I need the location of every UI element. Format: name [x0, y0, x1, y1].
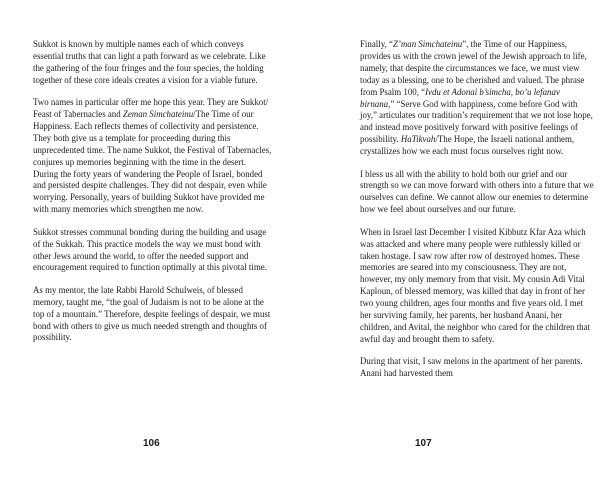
italic-text-run: Z’man Simchateinu	[392, 39, 463, 49]
text-run: Two names in particular offer me hope this year. They are Sukkot/ Feast of Tabernacles and	[33, 97, 269, 120]
left-page-text	[33, 39, 273, 355]
right-paragraph-2	[360, 169, 595, 217]
right-paragraph-4	[360, 356, 595, 380]
right-page	[300, 0, 600, 480]
text-run: ”, the Time of our Happiness, provides us with the crown jewel of the Jewish approach to life, namely, that despite the circumstances we face, we must view today as a blessing, one to be cherished and valued. The phrase from Psalm 100, “	[360, 39, 587, 97]
text-run: Sukkot stresses communal bonding during the building and usage of the Sukkah. This practice models the way we must bond with other Jews around the world, to offer the needed support and encouragement required to function optimally at this pivotal time.	[33, 226, 267, 273]
italic-text-run: Ivdu et Adonai b’simcha, bo’u lefanav birnana	[360, 86, 560, 109]
right-page-text	[360, 39, 595, 391]
right-page-number: 107	[415, 438, 432, 449]
left-paragraph-4	[33, 285, 273, 345]
text-run: ,” “Serve God with happiness, come before God with joy,” articulates our tradition’s requirement that we not lose hope, and instead move positively forward with positive feelings of possibility.	[360, 98, 593, 145]
left-page-number: 106	[143, 438, 160, 449]
left-paragraph-2	[33, 97, 273, 216]
text-run: When in Israel last December I visited Kibbutz Kfar Aza which was attacked and where many people were ruthlessly killed or taken hostage. I saw row after row of destroyed homes. These memories are seared into my consciousness. They are not, however, my only memory from that visit. My cousin Adi Vital Kaploun, of blessed memory, was killed that day in front of her two young children, ages four months and five years old. I met her surviving family, her parents, her husband Anani, her children, and Avital, the neighbor who cared for the children that awful day and brought them to safety.	[360, 226, 591, 344]
text-run: /The Hope, the Israeli national anthem, crystallizes how we each must focus ourselves right now.	[360, 134, 575, 157]
right-paragraph-1	[360, 39, 595, 158]
italic-text-run: Zeman Simchateinu	[122, 109, 194, 120]
text-run: I bless us all with the ability to hold both our grief and our strength so we can move forward with others into a future that we ourselves can define. We cannot allow our enemies to determine how we feel about ourselves and our future.	[360, 168, 594, 215]
text-run: During that visit, I saw melons in the apartment of her parents. Anani had harvested them	[360, 356, 583, 379]
left-paragraph-3	[33, 227, 273, 275]
left-paragraph-1	[33, 39, 273, 87]
text-run: Sukkot is known by multiple names each of which conveys essential truths that can light a path forward as we celebrate. Like the gathering of the four fringes and the four species, the holding together of these core ideals creates a vision for a viable future.	[33, 39, 266, 85]
text-run: Finally, “	[360, 39, 393, 49]
text-run: As my mentor, the late Rabbi Harold Schulweis, of blessed memory, taught me, “the goal of Judaism is not to be alone at the top of a mountain.” Therefore, despite feelings of despair, we must bond with others to give us much needed strength and thoughts of possibility.	[33, 284, 271, 343]
italic-text-run: HaTikvah	[400, 134, 436, 145]
right-paragraph-3	[360, 227, 595, 346]
text-run: /The Time of our Happiness. Each reflects themes of collectivity and persistence. They both give us a template for proceeding during this unprecedented time. The name Sukkot, the Festival of Tabernacles, conjures up memories beginning with the time in the desert. During the forty years of wandering the People of Israel, bonded and persisted despite challenges. They did not despair, even while worrying. Personally, years of building Sukkot have provided me with many memories which strengthen me now.	[33, 109, 272, 215]
